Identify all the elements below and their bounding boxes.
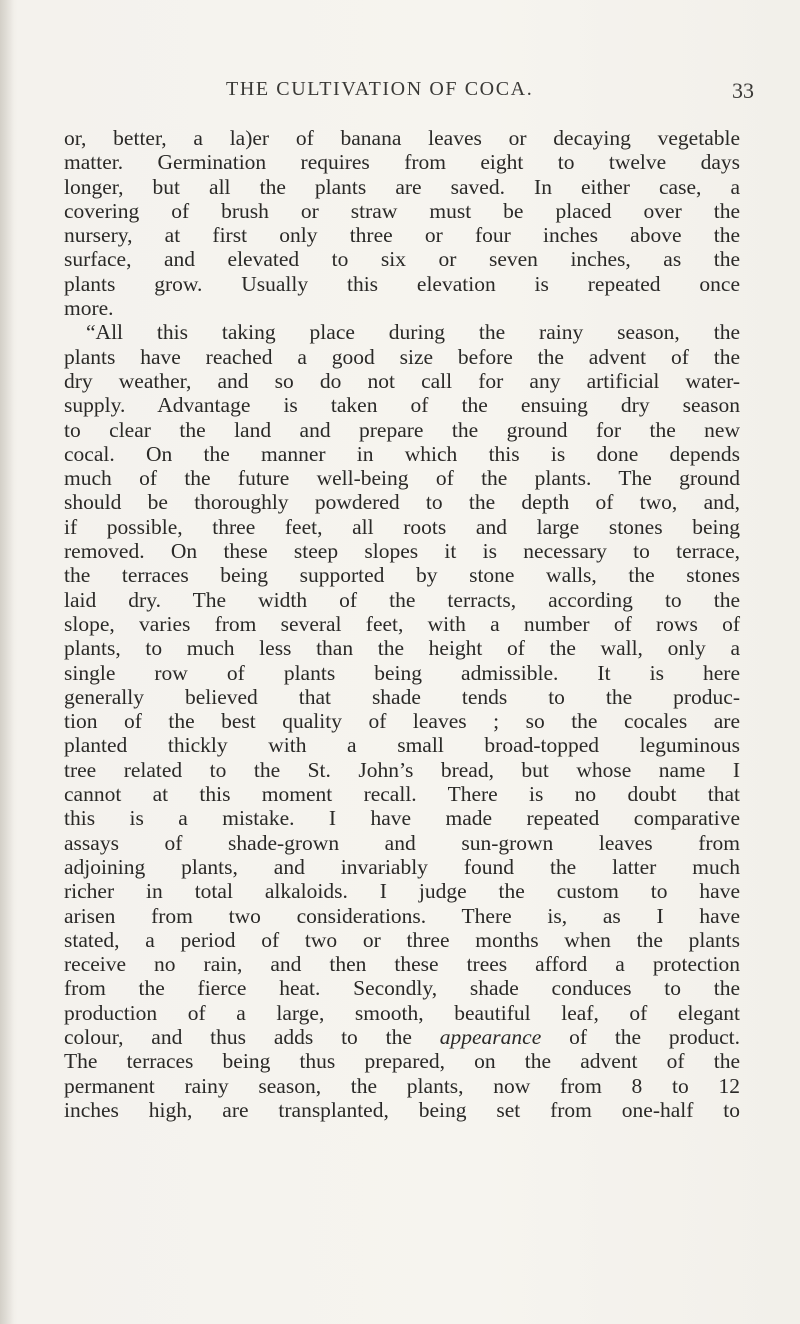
spine-shadow [0, 0, 14, 1324]
text-line: permanent rainy season, the plants, now from 8 to 12 [64, 1073, 740, 1098]
text-line: much of the future well-being of the plants. The ground [64, 466, 740, 491]
text-line: the terraces being supported by stone walls, the stones [64, 563, 740, 588]
text-line: laid dry. The width of the terracts, according to the [64, 587, 740, 612]
text-line: if possible, three feet, all roots and large stones being [64, 514, 740, 539]
text-line: to clear the land and prepare the ground for the new [64, 417, 740, 442]
text-line: surface, and elevated to six or seven inches, as the [64, 247, 740, 272]
text-line: assays of shade-grown and sun-grown leaves from [64, 830, 740, 855]
text-line: inches high, are transplanted, being set from one-half to [64, 1097, 740, 1122]
text-line: dry weather, and so do not call for any artificial water- [64, 368, 740, 393]
text-line: should be thoroughly powdered to the depth of two, and, [64, 490, 740, 515]
text-line: or, better, a la)er of banana leaves or decaying vegetable [64, 126, 740, 150]
text-line: plants grow. Usually this elevation is repeated once [64, 271, 740, 296]
text-line: generally believed that shade tends to the produc- [64, 684, 740, 709]
text-line: production of a large, smooth, beautiful leaf, of elegant [64, 1000, 740, 1025]
text-line: adjoining plants, and invariably found the latter much [64, 854, 740, 879]
header-title: THE CULTIVATION OF COCA. [226, 78, 534, 100]
text-line: planted thickly with a small broad-topped leguminous [64, 733, 740, 758]
running-head [66, 78, 754, 108]
text-line: single row of plants being admissible. It is here [64, 660, 740, 685]
text-line: tree related to the St. John’s bread, but whose name I [64, 757, 740, 782]
text-line: supply. Advantage is taken of the ensuing dry season [64, 393, 740, 418]
text-line: tion of the best quality of leaves ; so the cocales are [64, 709, 740, 734]
text-line: matter. Germination requires from eight to twelve days [64, 150, 740, 175]
text-line: removed. On these steep slopes it is necessary to terrace, [64, 539, 740, 564]
text-line: from the fierce heat. Secondly, shade conduces to the [64, 976, 740, 1001]
text-line: more. [64, 296, 114, 321]
text-line: “All this taking place during the rainy season, the [86, 320, 740, 345]
text-line: slope, varies from several feet, with a number of rows of [64, 611, 740, 636]
text-line-appearance [64, 1025, 740, 1049]
text-line: richer in total alkaloids. I judge the custom to have [64, 879, 740, 904]
text-line: longer, but all the plants are saved. In either case, a [64, 174, 740, 199]
text-line: cannot at this moment recall. There is no doubt that [64, 782, 740, 807]
page-number: 33 [732, 78, 754, 103]
text-line: stated, a period of two or three months when the plants [64, 927, 740, 952]
italic-emphasis: appearance [439, 1024, 542, 1049]
text-line: cocal. On the manner in which this is done depends [64, 441, 740, 466]
text-run: colour, and thus adds to the [64, 1024, 440, 1049]
text-line: nursery, at first only three or four inches above the [64, 223, 740, 248]
text-line: The terraces being thus prepared, on the advent of the [64, 1049, 740, 1074]
body-text [64, 126, 740, 1122]
text-line: covering of brush or straw must be placed over the [64, 198, 740, 223]
text-line: plants, to much less than the height of the wall, only a [64, 636, 740, 661]
text-run: of the product. [541, 1024, 740, 1049]
text-line: receive no rain, and then these trees afford a protection [64, 952, 740, 977]
text-line: arisen from two considerations. There is, as I have [64, 903, 740, 928]
text-line: this is a mistake. I have made repeated comparative [64, 806, 740, 831]
text-line: plants have reached a good size before the advent of the [64, 344, 740, 369]
